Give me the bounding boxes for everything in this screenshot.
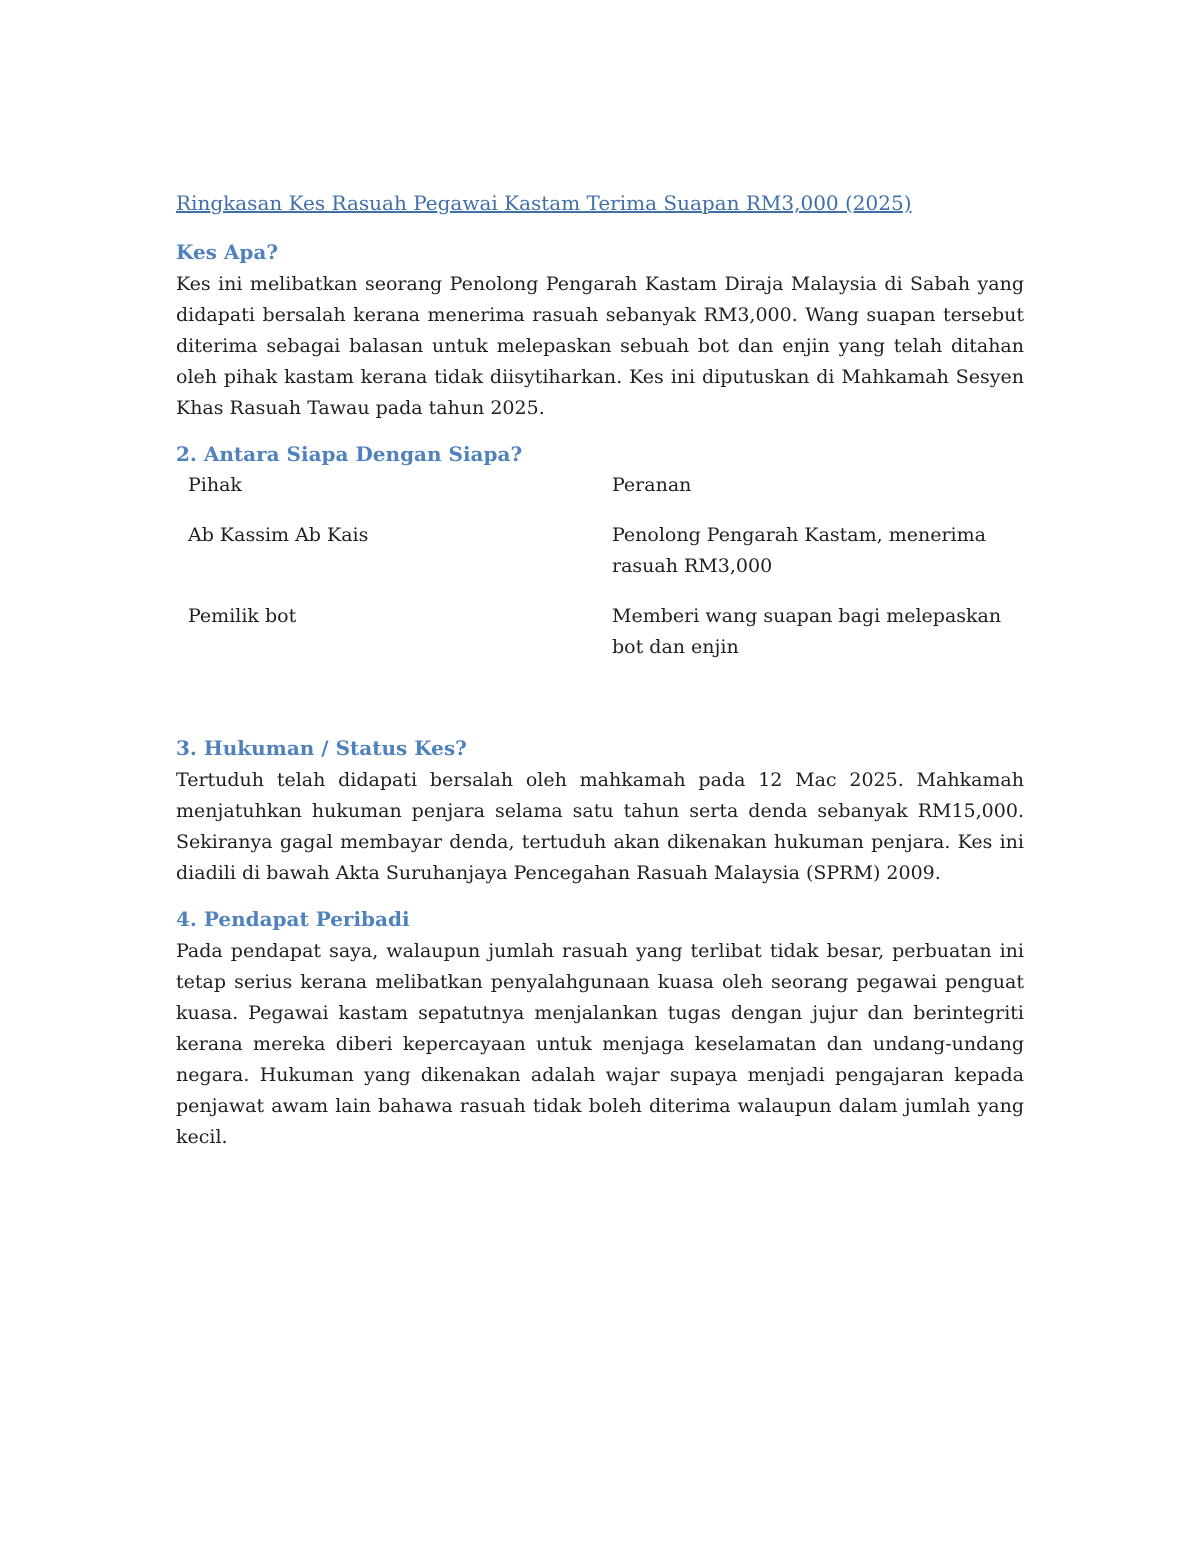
table-header-peranan: Peranan (612, 474, 692, 496)
table-header-pihak: Pihak (188, 474, 242, 496)
section-heading-antara-siapa: 2. Antara Siapa Dengan Siapa? (176, 442, 523, 466)
section-text-hukuman: Tertuduh telah didapati bersalah oleh mahkamah pada 12 Mac 2025. Mahkamah menjatuhkan hukuman penjara selama satu tahun serta denda sebanyak RM15,000. Sekiranya gagal membayar denda, tertuduh akan dikenakan hukuman penjara. Kes ini diadili di bawah Akta Suruhanjaya Pencegahan Rasuah Malaysia (SPRM) 2009. (176, 769, 1024, 884)
table-cell-peranan: Penolong Pengarah Kastam, menerima rasuah RM3,000 (612, 524, 986, 577)
parties-table (176, 470, 1024, 682)
document-title: Ringkasan Kes Rasuah Pegawai Kastam Terima Suapan RM3,000 (2025) (176, 191, 912, 215)
table-cell-peranan: Memberi wang suapan bagi melepaskan bot dan enjin (612, 605, 1002, 658)
table-cell-pihak: Ab Kassim Ab Kais (188, 524, 369, 546)
table-header-row (176, 470, 1024, 520)
section-text-kes-apa: Kes ini melibatkan seorang Penolong Pengarah Kastam Diraja Malaysia di Sabah yang didapati bersalah kerana menerima rasuah sebanyak RM3,000. Wang suapan tersebut diterima sebagai balasan untuk melepaskan sebuah bot dan enjin yang telah ditahan oleh pihak kastam kerana tidak diisytiharkan. Kes ini diputuskan di Mahkamah Sesyen Khas Rasuah Tawau pada tahun 2025. (176, 273, 1024, 419)
document-page (176, 188, 1024, 1153)
section-heading-kes-apa: Kes Apa? (176, 240, 279, 264)
section-heading-pendapat: 4. Pendapat Peribadi (176, 907, 410, 931)
table-row (176, 601, 1024, 682)
section-text-pendapat: Pada pendapat saya, walaupun jumlah rasuah yang terlibat tidak besar, perbuatan ini tetap serius kerana melibatkan penyalahgunaan kuasa oleh seorang pegawai penguat kuasa. Pegawai kastam sepatutnya menjalankan tugas dengan jujur dan berintegriti kerana mereka diberi kepercayaan untuk menjaga keselamatan dan undang-undang negara. Hukuman yang dikenakan adalah wajar supaya menjadi pengajaran kepada penjawat awam lain bahawa rasuah tidak boleh diterima walaupun dalam jumlah yang kecil. (176, 940, 1024, 1148)
table-row (176, 520, 1024, 601)
table-cell-pihak: Pemilik bot (188, 605, 297, 627)
section-heading-hukuman: 3. Hukuman / Status Kes? (176, 736, 467, 760)
